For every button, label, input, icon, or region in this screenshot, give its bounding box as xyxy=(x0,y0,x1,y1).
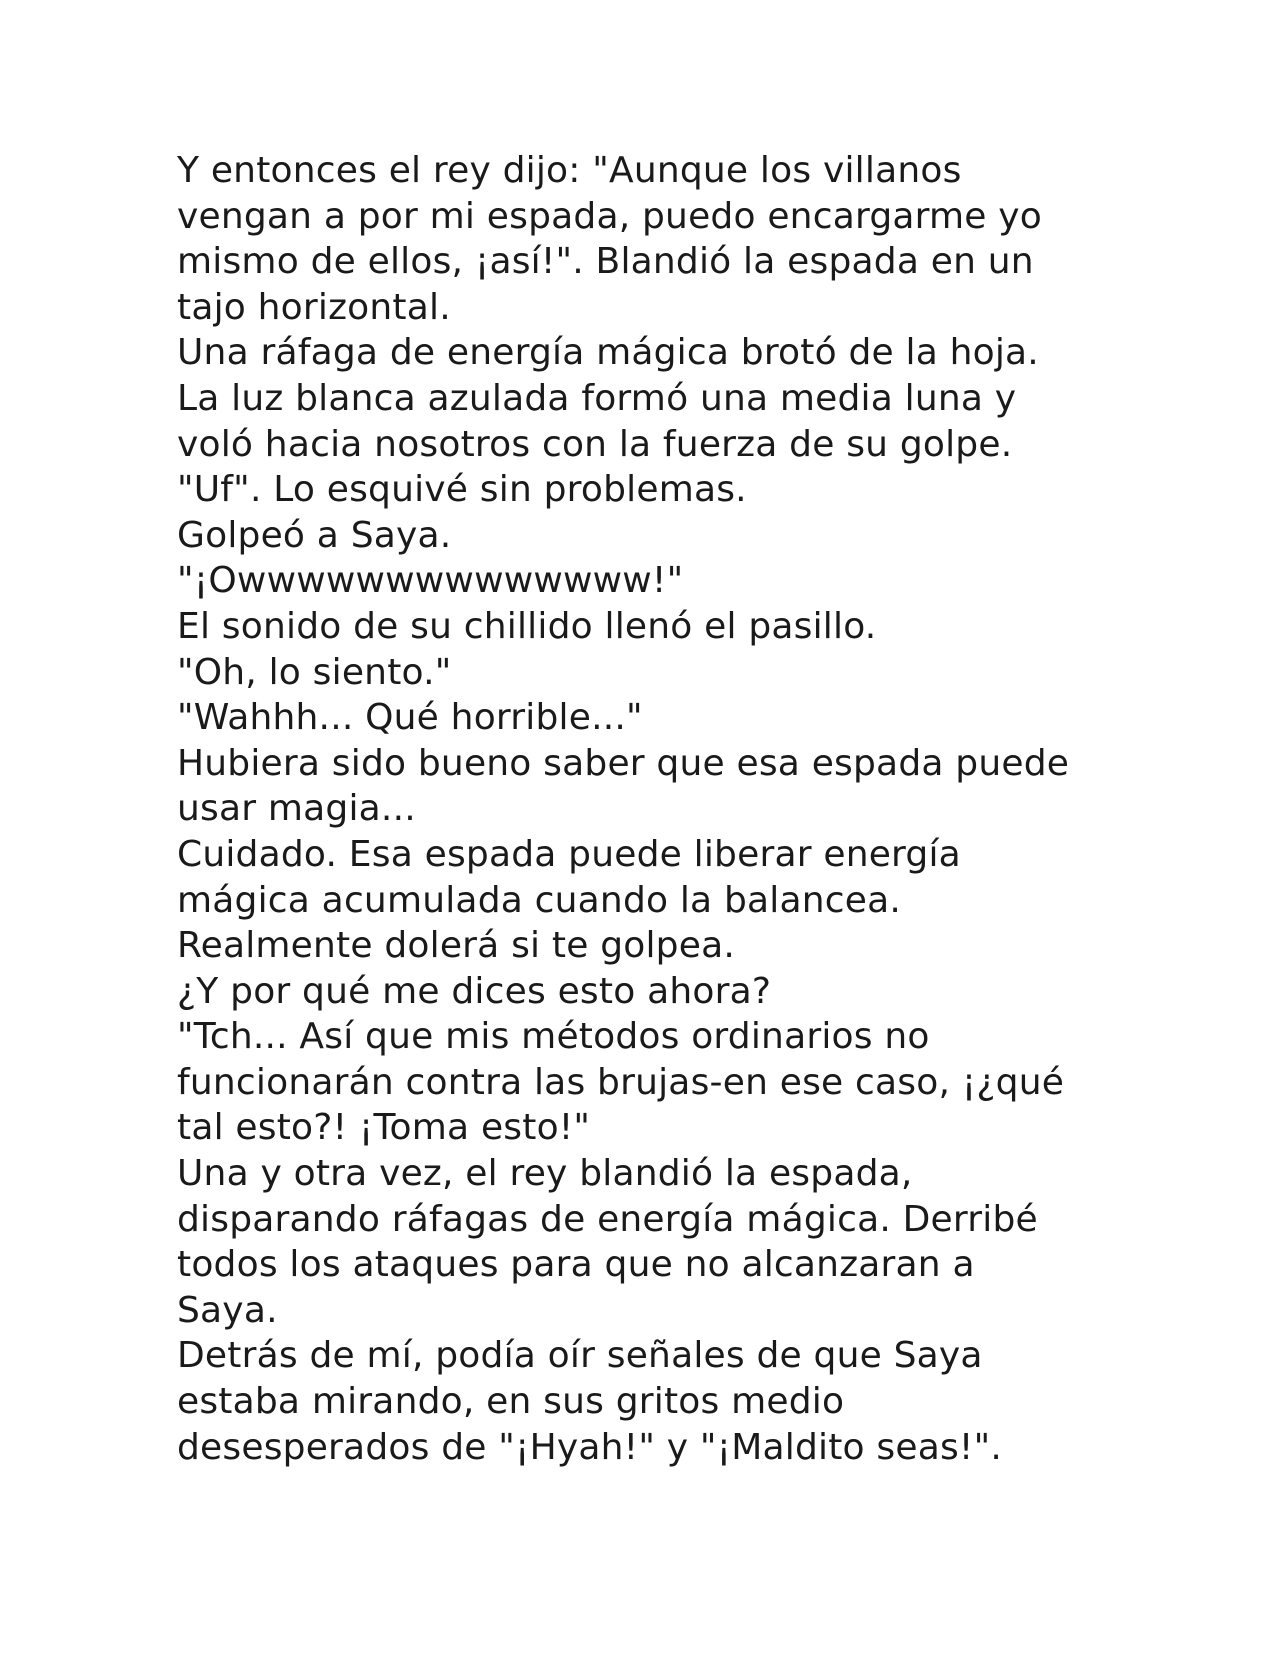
text-line: Realmente dolerá si te golpea. xyxy=(177,925,735,967)
text-line: "Uf". Lo esquivé sin problemas. xyxy=(177,469,747,511)
text-line: estaba mirando, en sus gritos medio xyxy=(177,1381,845,1423)
text-line: "¡Owwwwwwwwwwwwww!" xyxy=(177,560,684,602)
text-line: mismo de ellos, ¡así!". Blandió la espada en un xyxy=(177,241,1034,283)
text-line: voló hacia nosotros con la fuerza de su golpe. xyxy=(177,423,1013,465)
text-line: Una ráfaga de energía mágica brotó de la hoja. xyxy=(177,332,1039,374)
text-line: ¿Y por qué me dices esto ahora? xyxy=(177,970,772,1012)
story-text xyxy=(177,148,1187,1470)
text-line: Saya. xyxy=(177,1289,278,1331)
text-line: "Oh, lo siento." xyxy=(177,651,452,693)
text-line: "Wahhh... Qué horrible..." xyxy=(177,697,643,739)
text-line: desesperados de "¡Hyah!" y "¡Maldito seas!". xyxy=(177,1426,1002,1468)
text-line: Y entonces el rey dijo: "Aunque los villanos xyxy=(177,150,962,191)
text-line: Detrás de mí, podía oír señales de que Saya xyxy=(177,1335,983,1377)
text-line: vengan a por mi espada, puedo encargarme yo xyxy=(177,195,1042,237)
text-line: tal esto?! ¡Toma esto!" xyxy=(177,1107,591,1149)
text-line: "Tch... Así que mis métodos ordinarios no xyxy=(177,1016,930,1058)
text-line: funcionarán contra las brujas-en ese caso, ¡¿qué xyxy=(177,1061,1065,1103)
text-line: mágica acumulada cuando la balancea. xyxy=(177,879,902,921)
text-line: Hubiera sido bueno saber que esa espada puede xyxy=(177,742,1070,784)
text-line: El sonido de su chillido llenó el pasillo. xyxy=(177,605,877,647)
text-line: Golpeó a Saya. xyxy=(177,514,452,556)
text-line: Una y otra vez, el rey blandió la espada, xyxy=(177,1153,913,1195)
text-line: usar magia... xyxy=(177,788,416,830)
text-line: Cuidado. Esa espada puede liberar energía xyxy=(177,833,961,875)
text-line: disparando ráfagas de energía mágica. Derribé xyxy=(177,1198,1038,1240)
text-line: tajo horizontal. xyxy=(177,286,451,328)
text-line: todos los ataques para que no alcanzaran a xyxy=(177,1244,975,1286)
text-line: La luz blanca azulada formó una media luna y xyxy=(177,377,1017,419)
